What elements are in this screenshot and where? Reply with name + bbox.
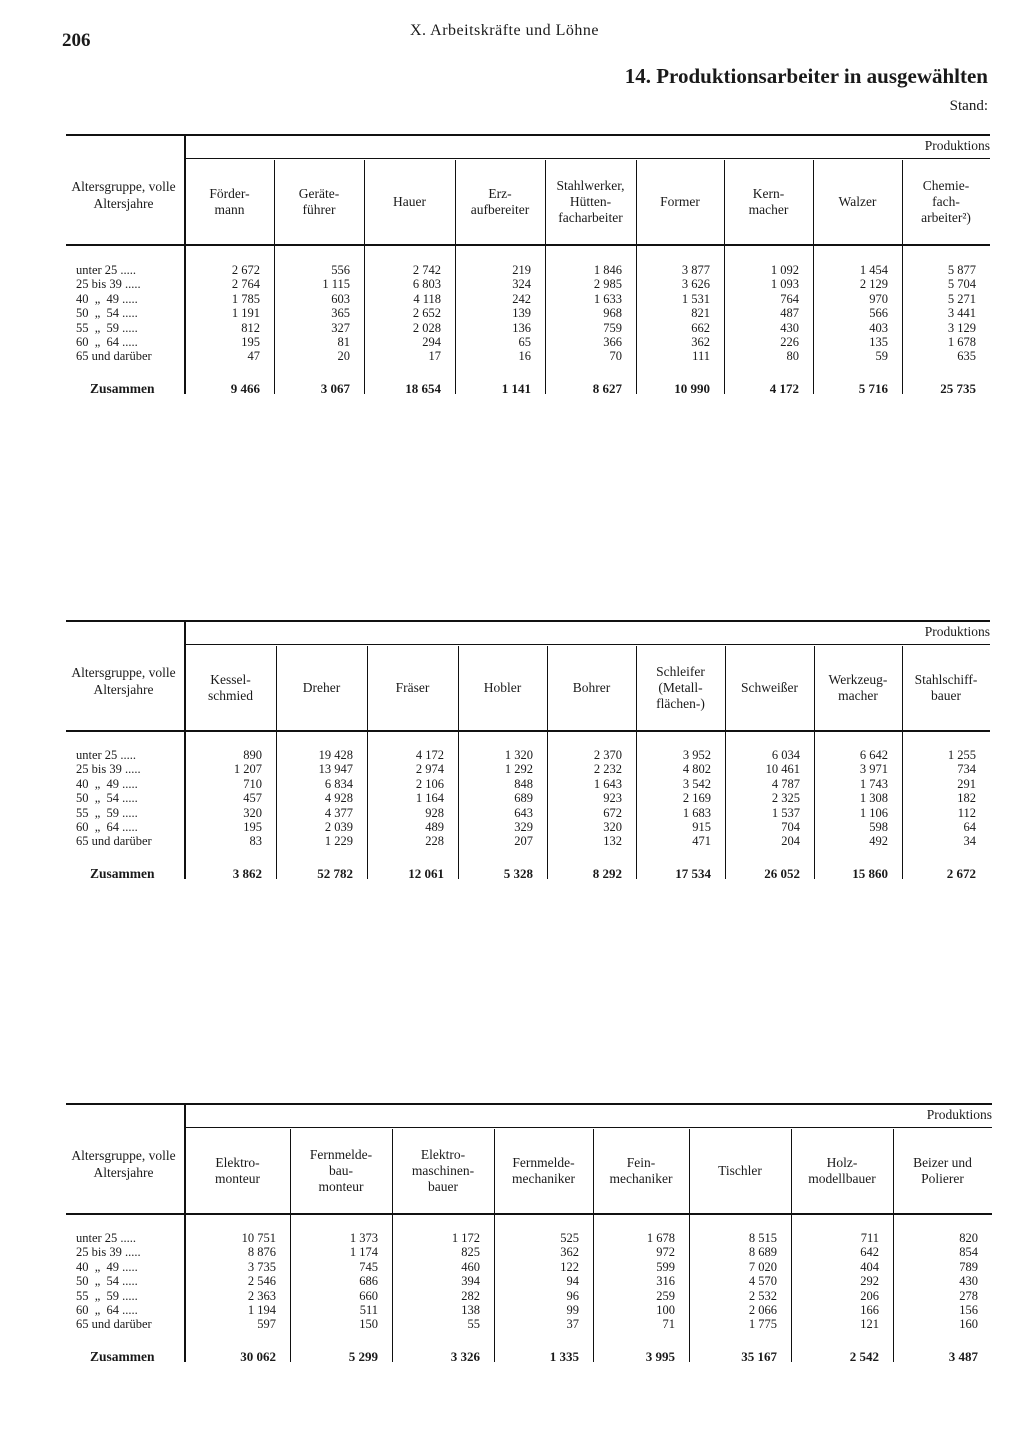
table-cell: 4 928 <box>324 791 353 806</box>
table-cell: 1 308 <box>859 791 888 806</box>
table-cell: 81 <box>337 335 350 349</box>
table-cell: 430 <box>959 1274 978 1289</box>
table-cell: 820 <box>959 1231 978 1245</box>
column-header: Stahlschiff- bauer <box>914 672 978 703</box>
column-header: Schweißer <box>741 680 798 695</box>
total-cell: 26 052 <box>764 866 800 881</box>
table-cell: 2 325 <box>771 791 800 806</box>
table-cell: 489 <box>425 820 444 834</box>
column-header: Förder- mann <box>209 186 250 217</box>
table-cell: 329 <box>514 820 533 834</box>
table-cell: 242 <box>512 291 531 306</box>
table-cell: 643 <box>514 805 533 820</box>
table-cell: 734 <box>957 762 976 777</box>
table-cell: 17 <box>428 349 441 364</box>
table-cell: 972 <box>656 1245 675 1260</box>
table-cell: 8 876 <box>247 1245 276 1260</box>
table-cell: 2 363 <box>247 1288 276 1303</box>
table-cell: 492 <box>869 834 888 849</box>
age-group-header: Altersgruppe, volle Altersjahre <box>71 179 176 211</box>
table-cell: 6 642 <box>859 748 888 762</box>
row-label: 25 bis 39 ..... <box>76 277 141 292</box>
row-label: 40 „ 49 ..... <box>76 1259 138 1274</box>
row-label: 60 „ 64 ..... <box>76 820 138 834</box>
table-cell: 1 454 <box>859 263 888 277</box>
table-cell: 4 118 <box>413 291 441 306</box>
column-header: Fräser <box>395 680 430 695</box>
column-header: Kessel- schmied <box>208 672 253 703</box>
table-cell: 511 <box>359 1303 378 1317</box>
total-cell: 8 627 <box>592 381 622 396</box>
table-cell: 1 678 <box>947 335 976 349</box>
table-cell: 1 164 <box>415 791 444 806</box>
table-cell: 55 <box>467 1317 480 1332</box>
table-cell: 226 <box>780 335 799 349</box>
table-cell: 1 207 <box>233 762 262 777</box>
table-cell: 6 034 <box>771 748 800 762</box>
table-cell: 1 633 <box>593 291 622 306</box>
table-cell: 3 626 <box>681 277 710 292</box>
table-cell: 642 <box>860 1245 879 1260</box>
table-cell: 1 255 <box>947 748 976 762</box>
table-cell: 150 <box>359 1317 378 1332</box>
total-cell: 9 466 <box>230 381 260 396</box>
row-label: 50 „ 54 ..... <box>76 791 138 806</box>
column-header: Elektro- maschinen- bauer <box>411 1147 475 1194</box>
table-cell: 3 971 <box>859 762 888 777</box>
row-label: 40 „ 49 ..... <box>76 776 138 791</box>
table-cell: 292 <box>860 1274 879 1289</box>
table-cell: 2 546 <box>247 1274 276 1289</box>
row-label: 60 „ 64 ..... <box>76 1303 138 1317</box>
table-cell: 2 169 <box>682 791 711 806</box>
table-cell: 1 092 <box>770 263 799 277</box>
table-cell: 1 537 <box>771 805 800 820</box>
table-cell: 10 461 <box>765 762 800 777</box>
row-label: 55 „ 59 ..... <box>76 805 138 820</box>
table-cell: 2 672 <box>231 263 260 277</box>
table-cell: 3 441 <box>947 306 976 321</box>
table-cell: 6 834 <box>324 776 353 791</box>
chapter-heading: X. Arbeitskräfte und Löhne <box>410 22 599 39</box>
table-cell: 394 <box>461 1274 480 1289</box>
total-cell: 17 534 <box>675 866 711 881</box>
table-cell: 3 542 <box>682 776 711 791</box>
table-cell: 204 <box>781 834 800 849</box>
table-cell: 854 <box>959 1245 978 1260</box>
total-cell: 5 299 <box>348 1349 378 1364</box>
table-cell: 812 <box>241 320 260 335</box>
table-cell: 135 <box>869 335 888 349</box>
stand-label: Stand: <box>949 98 988 114</box>
table-cell: 1 106 <box>859 805 888 820</box>
table-cell: 1 678 <box>646 1231 675 1245</box>
table-cell: 821 <box>691 306 710 321</box>
table-cell: 324 <box>512 277 531 292</box>
total-cell: 35 167 <box>741 1349 777 1364</box>
table-cell: 160 <box>959 1317 978 1332</box>
total-label: Zusammen <box>90 866 155 881</box>
row-label: unter 25 ..... <box>76 748 137 762</box>
table-cell: 4 802 <box>682 762 711 777</box>
table-cell: 403 <box>869 320 888 335</box>
table-cell: 710 <box>243 776 262 791</box>
table-cell: 366 <box>603 335 622 349</box>
table-cell: 3 877 <box>681 263 710 277</box>
table-cell: 928 <box>425 805 444 820</box>
table-cell: 3 735 <box>247 1259 276 1274</box>
table-cell: 8 689 <box>748 1245 777 1260</box>
table-cell: 8 515 <box>748 1231 777 1245</box>
table-cell: 2 764 <box>231 277 260 292</box>
table-cell: 1 320 <box>504 748 533 762</box>
column-header: Kern- macher <box>748 186 789 217</box>
table-cell: 890 <box>243 748 262 762</box>
table-cell: 3 952 <box>682 748 711 762</box>
column-header: Dreher <box>302 680 341 695</box>
table-cell: 4 570 <box>748 1274 777 1289</box>
table-cell: 316 <box>656 1274 675 1289</box>
row-label: 25 bis 39 ..... <box>76 762 141 777</box>
total-cell: 18 654 <box>405 381 441 396</box>
table-cell: 4 787 <box>771 776 800 791</box>
group-label: Produktions <box>924 624 990 639</box>
total-cell: 1 335 <box>549 1349 579 1364</box>
table-cell: 689 <box>514 791 533 806</box>
table-cell: 1 373 <box>349 1231 378 1245</box>
table-cell: 603 <box>331 291 350 306</box>
table-cell: 672 <box>603 805 622 820</box>
table-cell: 182 <box>957 791 976 806</box>
table-cell: 525 <box>560 1231 579 1245</box>
table-cell: 1 292 <box>504 762 533 777</box>
table-cell: 2 974 <box>415 762 444 777</box>
total-cell: 2 542 <box>849 1349 879 1364</box>
table-cell: 5 271 <box>947 291 976 306</box>
table-cell: 10 751 <box>241 1231 276 1245</box>
row-label: 55 „ 59 ..... <box>76 320 138 335</box>
table-cell: 915 <box>692 820 711 834</box>
table-cell: 16 <box>518 349 531 364</box>
table-top-rule <box>66 1103 992 1105</box>
table-title: 14. Produktionsarbeiter in ausgewählten <box>624 64 988 88</box>
table-cell: 122 <box>560 1259 579 1274</box>
table-cell: 166 <box>860 1303 879 1317</box>
table-cell: 7 020 <box>748 1259 777 1274</box>
total-cell: 25 735 <box>940 381 976 396</box>
table-cell: 704 <box>781 820 800 834</box>
row-label: 65 und darüber <box>76 349 152 364</box>
row-label: 55 „ 59 ..... <box>76 1288 138 1303</box>
row-label: 40 „ 49 ..... <box>76 291 138 306</box>
row-label: 25 bis 39 ..... <box>76 1245 141 1260</box>
table-cell: 195 <box>241 335 260 349</box>
column-header: Fernmelde- bau- monteur <box>309 1147 373 1194</box>
table-cell: 83 <box>249 834 262 849</box>
table-cell: 206 <box>860 1288 879 1303</box>
table-cell: 121 <box>860 1317 879 1332</box>
table-cell: 362 <box>560 1245 579 1260</box>
table-cell: 1 191 <box>231 306 260 321</box>
table-cell: 219 <box>512 263 531 277</box>
table-cell: 1 643 <box>593 776 622 791</box>
row-label: unter 25 ..... <box>76 1231 137 1245</box>
total-cell: 15 860 <box>852 866 888 881</box>
table-cell: 94 <box>566 1274 579 1289</box>
column-header: Fernmelde- mechaniker <box>512 1155 575 1186</box>
table-cell: 99 <box>566 1303 579 1317</box>
table-cell: 327 <box>331 320 350 335</box>
table-cell: 1 531 <box>681 291 710 306</box>
table-cell: 19 428 <box>318 748 353 762</box>
column-header: Stahlwerker, Hütten- facharbeiter <box>556 178 625 225</box>
table-cell: 789 <box>959 1259 978 1274</box>
total-cell: 10 990 <box>674 381 710 396</box>
table-cell: 759 <box>603 320 622 335</box>
table-cell: 4 377 <box>324 805 353 820</box>
age-group-header: Altersgruppe, volle Altersjahre <box>71 665 176 697</box>
table-cell: 2 232 <box>593 762 622 777</box>
table-cell: 320 <box>603 820 622 834</box>
table-cell: 362 <box>691 335 710 349</box>
table-cell: 2 028 <box>412 320 441 335</box>
table-cell: 100 <box>656 1303 675 1317</box>
table-cell: 1 683 <box>682 805 711 820</box>
table-cell: 2 129 <box>859 277 888 292</box>
table-cell: 195 <box>243 820 262 834</box>
table-cell: 47 <box>247 349 260 364</box>
table-cell: 5 704 <box>947 277 976 292</box>
total-cell: 12 061 <box>408 866 444 881</box>
table-cell: 282 <box>461 1288 480 1303</box>
total-cell: 3 487 <box>948 1349 978 1364</box>
column-header: Fein- mechaniker <box>609 1155 673 1186</box>
table-cell: 566 <box>869 306 888 321</box>
table-cell: 1 229 <box>324 834 353 849</box>
table-cell: 968 <box>603 306 622 321</box>
column-header: Hauer <box>393 194 426 209</box>
total-cell: 5 328 <box>503 866 533 881</box>
table-cell: 598 <box>869 820 888 834</box>
total-cell: 3 995 <box>645 1349 675 1364</box>
table-cell: 556 <box>331 263 350 277</box>
table-cell: 112 <box>957 805 976 820</box>
page-number: 206 <box>62 30 91 51</box>
column-header: Former <box>660 194 700 209</box>
row-label: 65 und darüber <box>76 834 152 849</box>
table-cell: 278 <box>959 1288 978 1303</box>
table-cell: 487 <box>780 306 799 321</box>
table-cell: 37 <box>566 1317 579 1332</box>
table-cell: 2 742 <box>412 263 441 277</box>
table-cell: 2 985 <box>593 277 622 292</box>
table-cell: 404 <box>860 1259 879 1274</box>
group-rule <box>185 1127 992 1128</box>
table-cell: 4 172 <box>415 748 444 762</box>
total-cell: 3 067 <box>320 381 350 396</box>
row-label: 50 „ 54 ..... <box>76 306 138 321</box>
table-cell: 34 <box>963 834 976 849</box>
total-cell: 8 292 <box>592 866 622 881</box>
table-cell: 3 129 <box>947 320 976 335</box>
column-header: Walzer <box>838 194 877 209</box>
table-cell: 20 <box>337 349 350 364</box>
table-cell: 1 846 <box>593 263 622 277</box>
table-cell: 139 <box>512 306 531 321</box>
table-cell: 320 <box>243 805 262 820</box>
table-cell: 1 743 <box>859 776 888 791</box>
table-cell: 457 <box>243 791 262 806</box>
header-bottom-rule <box>66 1213 992 1215</box>
row-label: 50 „ 54 ..... <box>76 1274 138 1289</box>
table-cell: 2 532 <box>748 1288 777 1303</box>
table-cell: 1 115 <box>322 277 350 292</box>
total-cell: 52 782 <box>317 866 353 881</box>
table-cell: 1 174 <box>349 1245 378 1260</box>
table-cell: 686 <box>359 1274 378 1289</box>
table-cell: 745 <box>359 1259 378 1274</box>
total-cell: 4 172 <box>769 381 799 396</box>
table-cell: 764 <box>780 291 799 306</box>
column-header: Erz- aufbereiter <box>470 186 530 217</box>
group-label: Produktions <box>926 1107 992 1122</box>
table-cell: 970 <box>869 291 888 306</box>
table-cell: 1 172 <box>451 1231 480 1245</box>
column-header: Hobler <box>483 680 522 695</box>
table-cell: 136 <box>512 320 531 335</box>
total-cell: 5 716 <box>858 381 888 396</box>
total-cell: 2 672 <box>946 866 976 881</box>
column-header: Geräte- führer <box>298 186 340 217</box>
column-header: Bohrer <box>572 680 611 695</box>
column-header: Beizer und Polierer <box>913 1155 972 1186</box>
table-cell: 365 <box>331 306 350 321</box>
group-label: Produktions <box>924 138 990 153</box>
table-cell: 923 <box>603 791 622 806</box>
column-header: Elektro- monteur <box>215 1155 260 1186</box>
row-label: 65 und darüber <box>76 1317 152 1332</box>
table-cell: 599 <box>656 1259 675 1274</box>
table-cell: 294 <box>422 335 441 349</box>
table-cell: 80 <box>786 349 799 364</box>
column-header: Holz- modellbauer <box>808 1155 876 1186</box>
table-cell: 5 877 <box>947 263 976 277</box>
total-label: Zusammen <box>90 381 155 396</box>
table-cell: 662 <box>691 320 710 335</box>
table-cell: 2 066 <box>748 1303 777 1317</box>
table-cell: 660 <box>359 1288 378 1303</box>
table-cell: 65 <box>518 335 531 349</box>
table-cell: 1 775 <box>748 1317 777 1332</box>
column-header: Chemie- fach- arbeiter²) <box>921 178 971 225</box>
table-cell: 70 <box>609 349 622 364</box>
table-cell: 207 <box>514 834 533 849</box>
total-cell: 3 862 <box>232 866 262 881</box>
total-label: Zusammen <box>90 1349 155 1364</box>
table-cell: 2 652 <box>412 306 441 321</box>
table-cell: 460 <box>461 1259 480 1274</box>
table-cell: 711 <box>860 1231 879 1245</box>
table-cell: 228 <box>425 834 444 849</box>
total-cell: 3 326 <box>450 1349 480 1364</box>
total-cell: 30 062 <box>240 1349 276 1364</box>
table-cell: 1 785 <box>231 291 260 306</box>
table-cell: 825 <box>461 1245 480 1260</box>
table-cell: 2 039 <box>324 820 353 834</box>
row-label: unter 25 ..... <box>76 263 137 277</box>
table-cell: 2 106 <box>415 776 444 791</box>
total-cell: 1 141 <box>501 381 531 396</box>
age-group-header: Altersgruppe, volle Altersjahre <box>71 1148 176 1180</box>
table-cell: 430 <box>780 320 799 335</box>
table-cell: 1 194 <box>247 1303 276 1317</box>
table-cell: 138 <box>461 1303 480 1317</box>
table-cell: 291 <box>957 776 976 791</box>
table-cell: 259 <box>656 1288 675 1303</box>
table-cell: 597 <box>257 1317 276 1332</box>
table-cell: 1 093 <box>770 277 799 292</box>
table-cell: 848 <box>514 776 533 791</box>
table-cell: 96 <box>566 1288 579 1303</box>
table-cell: 471 <box>692 834 711 849</box>
table-cell: 156 <box>959 1303 978 1317</box>
table-cell: 71 <box>662 1317 675 1332</box>
table-cell: 59 <box>875 349 888 364</box>
table-cell: 635 <box>957 349 976 364</box>
table-cell: 111 <box>692 349 710 364</box>
column-header: Werkzeug- macher <box>828 672 888 703</box>
table-cell: 64 <box>963 820 976 834</box>
column-header: Schleifer (Metall- flächen-) <box>656 664 705 711</box>
column-header: Tischler <box>718 1163 762 1178</box>
table-cell: 132 <box>603 834 622 849</box>
table-cell: 13 947 <box>318 762 353 777</box>
row-label: 60 „ 64 ..... <box>76 335 138 349</box>
table-cell: 6 803 <box>412 277 441 292</box>
table-cell: 2 370 <box>593 748 622 762</box>
